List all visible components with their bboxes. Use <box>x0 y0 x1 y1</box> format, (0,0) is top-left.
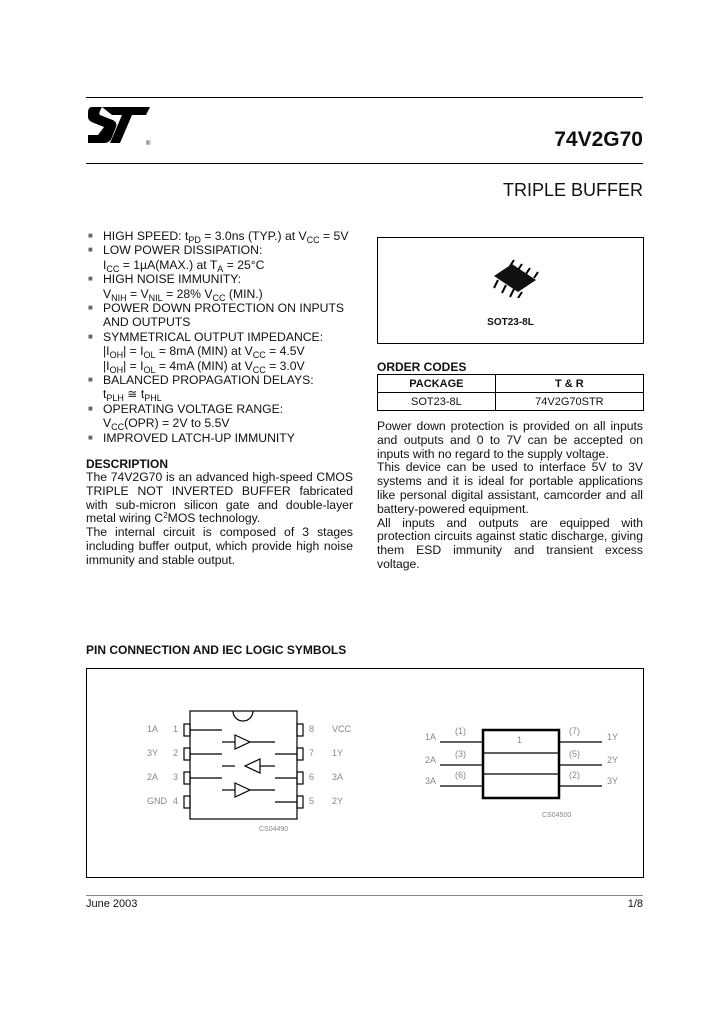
pin-name: GND <box>147 796 167 806</box>
subscript: OL <box>143 364 156 375</box>
footer-page: 1/8 <box>627 898 643 910</box>
paragraph: This device can be used to interface 5V to 3V systems and it is ideal for portable applications like personal digital assistant, camcorder and all battery-powered equipment. <box>377 460 643 516</box>
feature-text: ≅ t <box>123 387 145 402</box>
subscript: CC <box>252 350 266 361</box>
feature-line <box>103 344 363 361</box>
feature-text: HIGH NOISE IMMUNITY: <box>103 272 242 287</box>
iec-input-name: 3A <box>425 776 437 786</box>
pin-number: 5 <box>309 796 315 806</box>
chip-package-icon <box>490 258 540 298</box>
subscript: CC <box>106 263 120 274</box>
pin-name: 1A <box>147 724 159 734</box>
feature-text: OPERATING VOLTAGE RANGE: <box>103 401 284 416</box>
title-rule <box>86 163 643 164</box>
feature-line <box>103 229 363 243</box>
feature-text: (MIN.) <box>225 286 263 301</box>
column-header: PACKAGE <box>378 375 496 393</box>
part-number-title: 74V2G70 <box>554 128 643 151</box>
feature-text: IMPROVED LATCH-UP IMMUNITY <box>103 430 295 445</box>
feature-line <box>103 387 363 404</box>
subscript: PD <box>188 235 201 245</box>
svg-text:®: ® <box>146 141 151 147</box>
feature-text: = 25°C <box>223 257 265 272</box>
top-rule <box>86 97 643 98</box>
feature-line <box>103 330 363 344</box>
subscript: PHL <box>144 393 162 404</box>
footer-date: June 2003 <box>86 898 138 910</box>
iec-output-number: (7) <box>569 726 580 736</box>
feature-item <box>88 243 363 272</box>
package-label: SOT23-8L <box>487 317 534 328</box>
pin-name: 1Y <box>332 748 344 758</box>
subscript: NIH <box>111 292 127 303</box>
feature-item <box>88 373 363 402</box>
table-header-row <box>378 375 644 393</box>
feature-text: BALANCED PROPAGATION DELAYS: <box>103 373 314 388</box>
iec-output-name: 1Y <box>607 732 619 742</box>
figure-code: CS04500 <box>542 812 572 819</box>
pin-name: 3A <box>332 772 344 782</box>
feature-text: | = I <box>123 358 144 373</box>
iec-input-number: (1) <box>455 726 466 736</box>
feature-item <box>88 431 363 445</box>
subscript: CC <box>306 235 320 245</box>
order-codes-heading: ORDER CODES <box>377 360 467 374</box>
pin-name: 2A <box>147 772 159 782</box>
bullet-icon: ■ <box>88 432 93 442</box>
feature-item <box>88 301 363 330</box>
pin-name: 2Y <box>332 796 344 806</box>
description-paragraph-1 <box>86 471 353 526</box>
pin-diagram-box <box>86 668 644 878</box>
pin-number: 7 <box>309 748 315 758</box>
bullet-icon: ■ <box>88 274 93 284</box>
bullet-icon: ■ <box>88 403 93 413</box>
feature-text: AND OUTPUTS <box>103 315 191 330</box>
bullet-icon: ■ <box>88 331 93 341</box>
subscript: NIL <box>148 292 163 303</box>
superscript: 2 <box>163 511 168 521</box>
feature-line <box>103 315 363 329</box>
pin-number: 4 <box>173 796 179 806</box>
features-list <box>88 229 363 445</box>
iec-output-name: 2Y <box>607 755 619 765</box>
subscript: PLH <box>106 393 124 404</box>
feature-line <box>103 431 363 445</box>
device-subtitle: TRIPLE BUFFER <box>502 180 643 200</box>
feature-text: t <box>103 387 107 402</box>
subscript: OH <box>109 350 124 361</box>
feature-text: SYMMETRICAL OUTPUT IMPEDANCE: <box>103 329 324 344</box>
pin-name: 3Y <box>147 748 159 758</box>
iec-output-name: 3Y <box>607 776 619 786</box>
footer-rule <box>86 895 643 896</box>
feature-text: |I <box>103 358 110 373</box>
bullet-icon: ■ <box>88 375 93 385</box>
subscript: OL <box>143 350 156 361</box>
description-text: The 74V2G70 is an advanced high-speed CMOS TRIPLE NOT INVERTED BUFFER fabricated with sub-micron silicon gate and double-layer metal wiring C <box>86 470 353 526</box>
feature-text: V <box>103 416 112 431</box>
feature-line <box>103 243 363 257</box>
feature-text: = 4.5V <box>265 344 305 359</box>
paragraph: All inputs and outputs are equipped with protection circuits against static discharge, giving them ESD immunity and transient excess voltage. <box>377 515 643 571</box>
feature-text: = 5V <box>319 229 349 243</box>
table-cell: SOT23-8L <box>378 393 496 411</box>
iec-input-name: 2A <box>425 755 437 765</box>
iec-input-number: (6) <box>455 770 466 780</box>
iec-input-name: 1A <box>425 732 437 742</box>
st-logo <box>88 105 154 147</box>
feature-text: (OPR) = 2V to 5.5V <box>124 416 230 431</box>
table-cell: 74V2G70STR <box>495 393 643 411</box>
right-description <box>377 420 643 572</box>
feature-text: | = I <box>123 344 144 359</box>
feature-line <box>103 301 363 315</box>
feature-line <box>103 373 363 387</box>
subscript: CC <box>111 422 125 433</box>
figure-code: CS04490 <box>259 826 289 833</box>
feature-line <box>103 272 363 286</box>
package-image-box <box>377 237 644 344</box>
column-header: T & R <box>495 375 643 393</box>
description-text: MOS technology. <box>167 511 261 526</box>
feature-text: = 4mA (MIN) at V <box>155 358 253 373</box>
subscript: CC <box>252 364 266 375</box>
feature-line <box>103 258 363 272</box>
paragraph: Power down protection is provided on all inputs and outputs and 0 to 7V can be accepted on inputs with no regard to the supply voltage. <box>377 419 643 461</box>
pin-number: 8 <box>309 724 315 734</box>
feature-line <box>103 287 363 301</box>
feature-text: POWER DOWN PROTECTION ON INPUTS <box>103 301 345 316</box>
bullet-icon: ■ <box>88 245 93 255</box>
feature-text: = 28% V <box>162 286 213 301</box>
feature-text: |I <box>103 344 110 359</box>
pin-number: 1 <box>173 724 179 734</box>
feature-text: = 8mA (MIN) at V <box>155 344 253 359</box>
description-paragraph-2: The internal circuit is composed of 3 stages including buffer output, which provide high noise immunity and stable output. <box>86 525 353 567</box>
subscript: CC <box>212 292 226 303</box>
feature-text: LOW POWER DISSIPATION: <box>103 243 263 258</box>
iec-symbol-label: 1 <box>517 735 523 745</box>
order-codes-table <box>377 374 644 411</box>
feature-text: = 3.0V <box>265 358 305 373</box>
feature-item <box>88 402 363 431</box>
subscript: OH <box>109 364 124 375</box>
feature-text: = 3.0ns (TYP.) at V <box>200 229 307 243</box>
feature-item <box>88 229 363 243</box>
feature-text: V <box>103 286 112 301</box>
pin-section-heading: PIN CONNECTION AND IEC LOGIC SYMBOLS <box>86 643 347 657</box>
feature-line <box>103 402 363 416</box>
description-heading: DESCRIPTION <box>86 457 169 471</box>
feature-text: HIGH SPEED: t <box>103 229 189 243</box>
pin-number: 3 <box>173 772 179 782</box>
table-row <box>378 393 644 411</box>
feature-text: = 1µA(MAX.) at T <box>119 257 218 272</box>
pin-name: VCC <box>332 724 352 734</box>
feature-item <box>88 272 363 301</box>
subscript: A <box>217 263 224 274</box>
feature-line <box>103 416 363 433</box>
description-section <box>86 457 353 568</box>
iec-input-number: (3) <box>455 749 466 759</box>
feature-line <box>103 359 363 373</box>
iec-output-number: (5) <box>569 749 580 759</box>
iec-output-number: (2) <box>569 770 580 780</box>
bullet-icon: ■ <box>88 303 93 313</box>
pin-number: 6 <box>309 772 315 782</box>
feature-item <box>88 330 363 373</box>
pin-connection-diagram <box>87 669 643 877</box>
feature-text: I <box>103 257 107 272</box>
feature-text: = V <box>126 286 149 301</box>
pin-number: 2 <box>173 748 179 758</box>
bullet-icon: ■ <box>88 231 93 240</box>
